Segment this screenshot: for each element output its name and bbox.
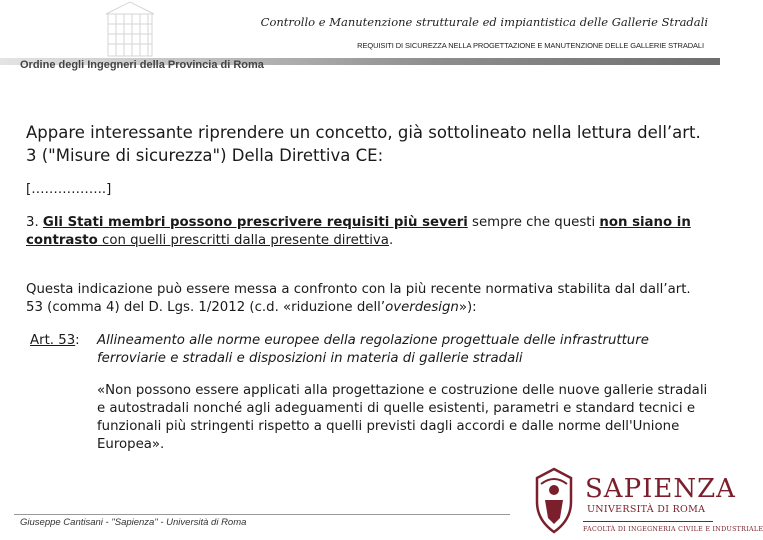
comparison-paragraph — [26, 281, 708, 317]
p3-text-a: Questa indicazione può essere messa a confronto con la più recente normativa stabilita dal dall’art. 53 (comma 4) del D. Lgs. 1/2012 (c.d. «riduzione dell’ — [26, 282, 691, 315]
ellipsis-marker: [……………..] — [26, 182, 112, 197]
not-conflicting-text: non siano in contrasto — [26, 215, 691, 248]
overdesign-text: overdesign — [385, 300, 459, 315]
sapienza-logo — [527, 466, 763, 536]
header-title: Controllo e Manutenzione strutturale ed impiantistica delle Gallerie Stradali — [260, 15, 708, 29]
logo-university: UNIVERSITÀ DI ROMA — [587, 504, 706, 515]
article-colon: : — [75, 333, 80, 348]
logo-wordmark: SAPIENZA — [585, 474, 736, 504]
article-label — [30, 332, 80, 350]
p2-text-1: sempre che questi — [467, 215, 600, 230]
p2-end: . — [388, 233, 394, 248]
footer-author: Giuseppe Cantisani - "Sapienza" - Università di Roma — [20, 517, 247, 528]
p3-text-b: »): — [458, 300, 477, 315]
paragraph-number: 3. — [26, 215, 43, 230]
building-watermark-icon — [100, 0, 160, 58]
header-order: Ordine degli Ingegneri della Provincia di Roma — [20, 59, 264, 71]
header-subtitle: REQUISITI DI SICUREZZA NELLA PROGETTAZIONE E MANUTENZIONE DELLE GALLERIE STRADALI — [357, 41, 704, 50]
sapienza-emblem-icon — [527, 466, 581, 536]
footer-divider — [14, 514, 510, 515]
article-quote: «Non possono essere applicati alla progettazione e costruzione delle nuove gallerie stradali e autostradali nonché agli adeguamenti di quelle esistenti, parametri e standard tecnici e funzionali più stringenti rispetto a quelli previsti dagli accordi e dalle norme dell'Unione Europea». — [97, 383, 708, 452]
intro-paragraph: Appare interessante riprendere un concetto, già sottolineato nella lettura dell’art. 3 ("Misure di sicurezza") Della Direttiva CE: — [26, 123, 701, 165]
logo-divider — [583, 521, 713, 522]
article-title: Allineamento alle norme europee della regolazione progettuale delle infrastrutture ferroviarie e stradali e disposizioni in materia di gallerie stradali — [97, 333, 649, 366]
directive-paragraph — [26, 214, 708, 250]
stricter-requirements-text: Gli Stati membri possono prescrivere requisiti più severi — [42, 215, 468, 230]
p2-text-2: con quelli prescritti dalla presente direttiva — [97, 233, 389, 248]
logo-faculty: FACOLTÀ DI INGEGNERIA CIVILE E INDUSTRIALE — [583, 526, 763, 533]
article-number: Art. 53 — [30, 333, 76, 348]
